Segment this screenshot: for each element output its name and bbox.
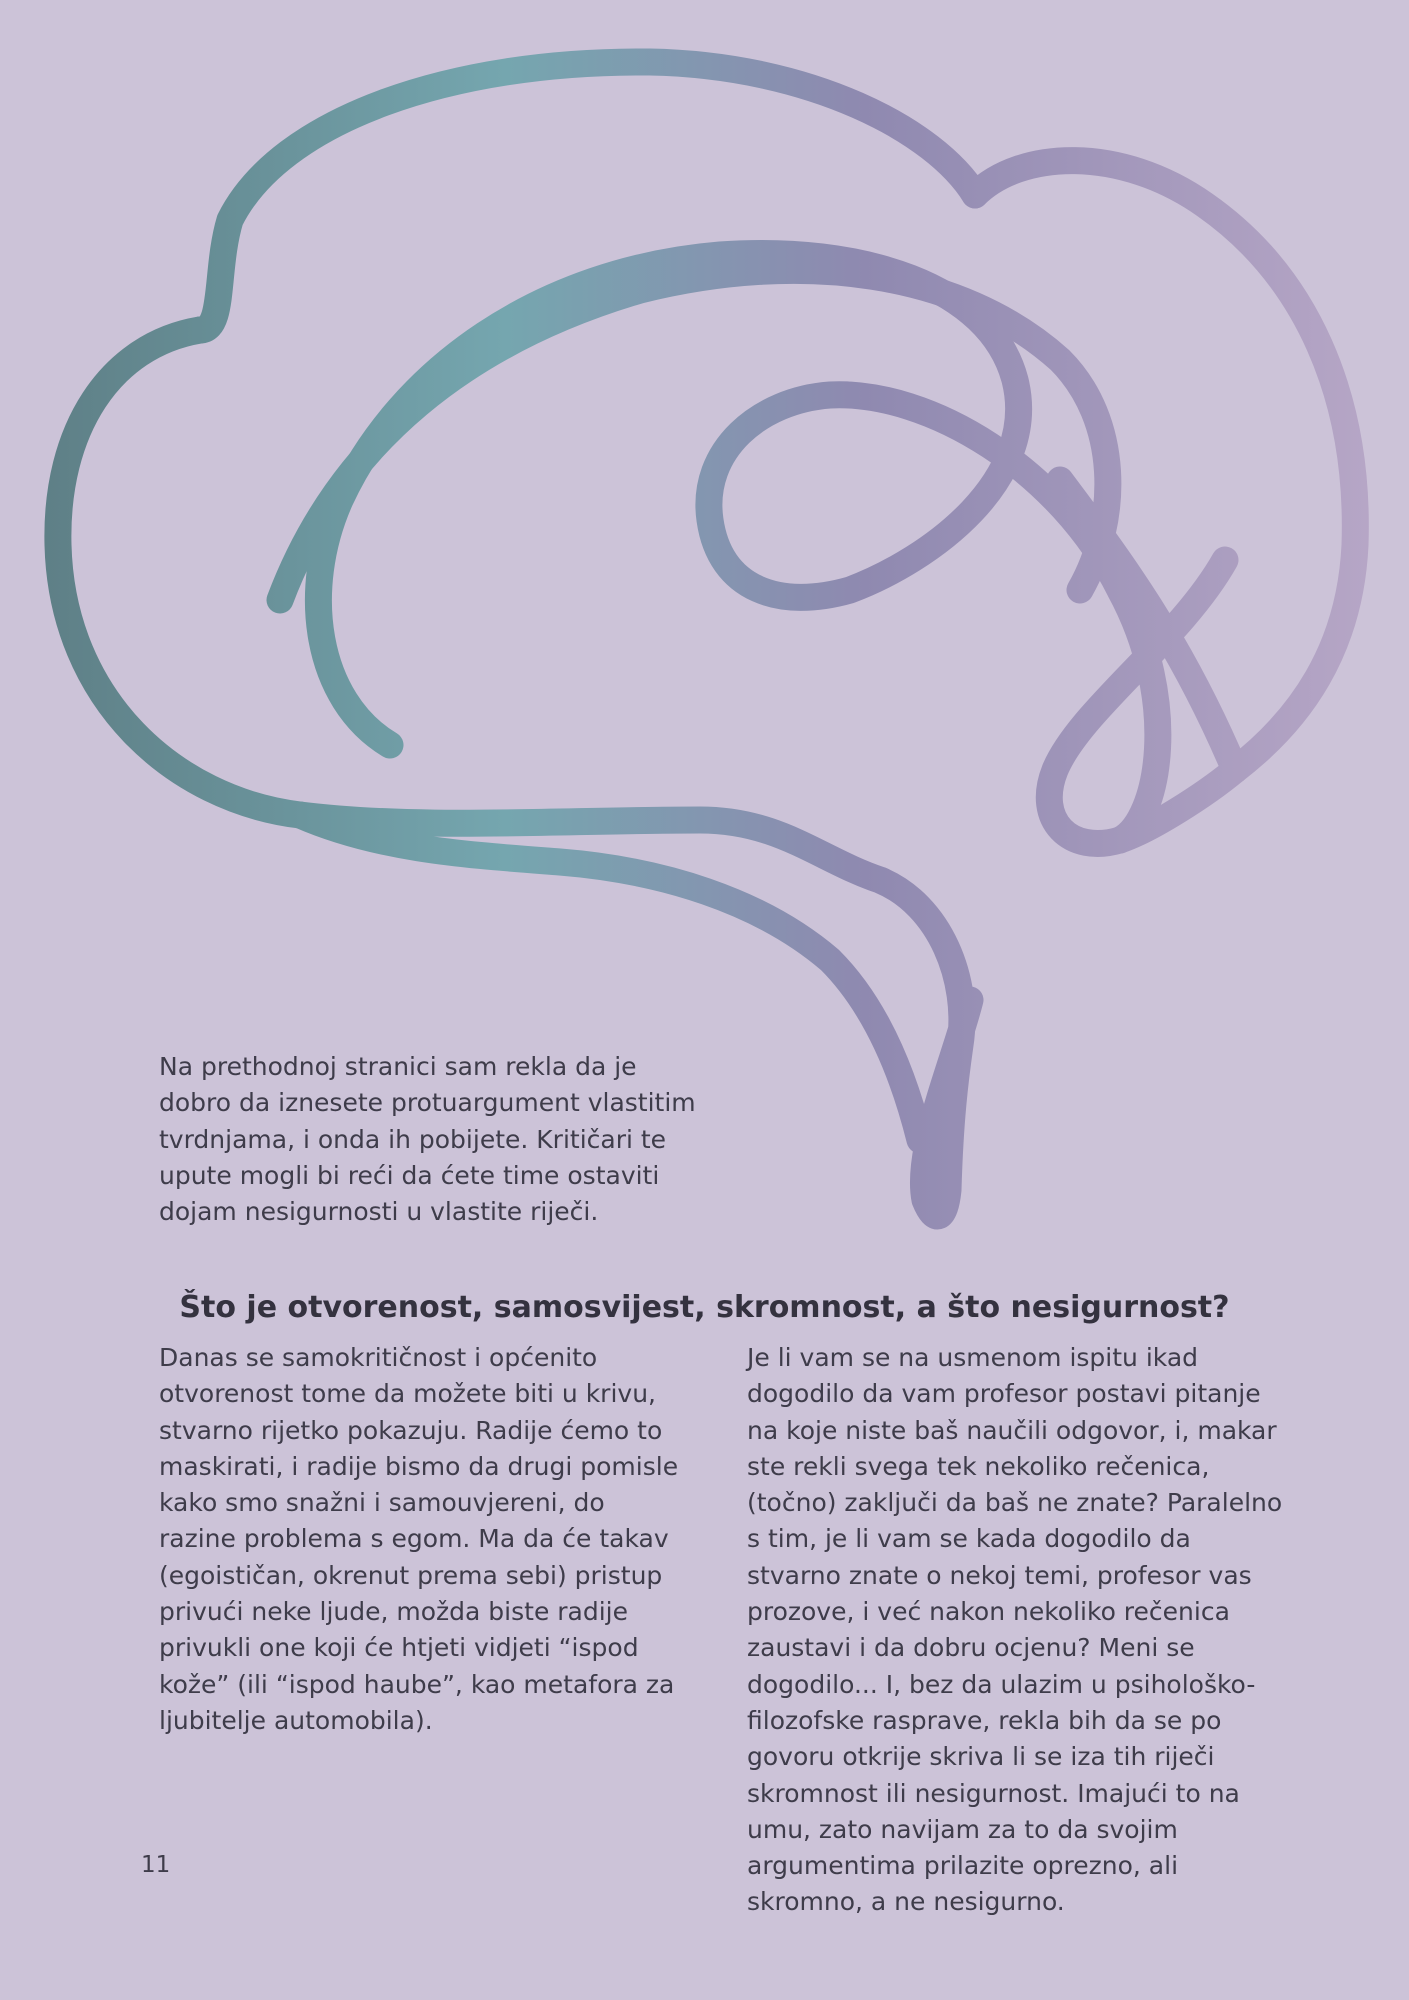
section-heading: Što je otvorenost, samosvijest, skromnost, a što nesigurnost?	[179, 1289, 1230, 1325]
left-column-paragraph: Danas se samokritičnost i općenito otvorenost tome da možete biti u krivu, stvarno rijetko pokazuju. Radije ćemo to maskirati, i radije bismo da drugi pomisle kako smo snažni i samouvjereni, do razine problema s egom. Ma da će takav (egoističan, okrenut prema sebi) pristup privući neke ljude, možda biste radije privukli one koji će htjeti vidjeti “ispod kože” (ili “ispod haube”, kao metafora za ljubitelje automobila).	[159, 1343, 679, 1735]
right-column-paragraph: Je li vam se na usmenom ispitu ikad dogodilo da vam profesor postavi pitanje na koje niste baš naučili odgovor, i, makar ste rekli svega tek nekoliko rečenica, (točno) zaključi da baš ne znate? Paralelno s tim, je li vam se kada dogodilo da stvarno znate o nekoj temi, profesor vas prozove, i već nakon nekoliko rečenica zaustavi i da dobru ocjenu? Meni se dogodilo... I, bez da ulazim u psihološko-filozofske rasprave, rekla bih da se po govoru otkrije skriva li se iza tih riječi skromnost ili nesigurnost. Imajući to na umu, zato navijam za to da svojim argumentima prilazite oprezno, ali skromno, a ne nesigurno.	[747, 1343, 1283, 1917]
page-number: 11	[141, 1852, 171, 1878]
intro-paragraph: Na prethodnoj stranici sam rekla da je dobro da iznesete protuargument vlastitim tvrdnjama, i onda ih pobijete. Kritičari te upute mogli bi reći da ćete time ostaviti dojam nesigurnosti u vlastite riječi.	[159, 1052, 696, 1227]
